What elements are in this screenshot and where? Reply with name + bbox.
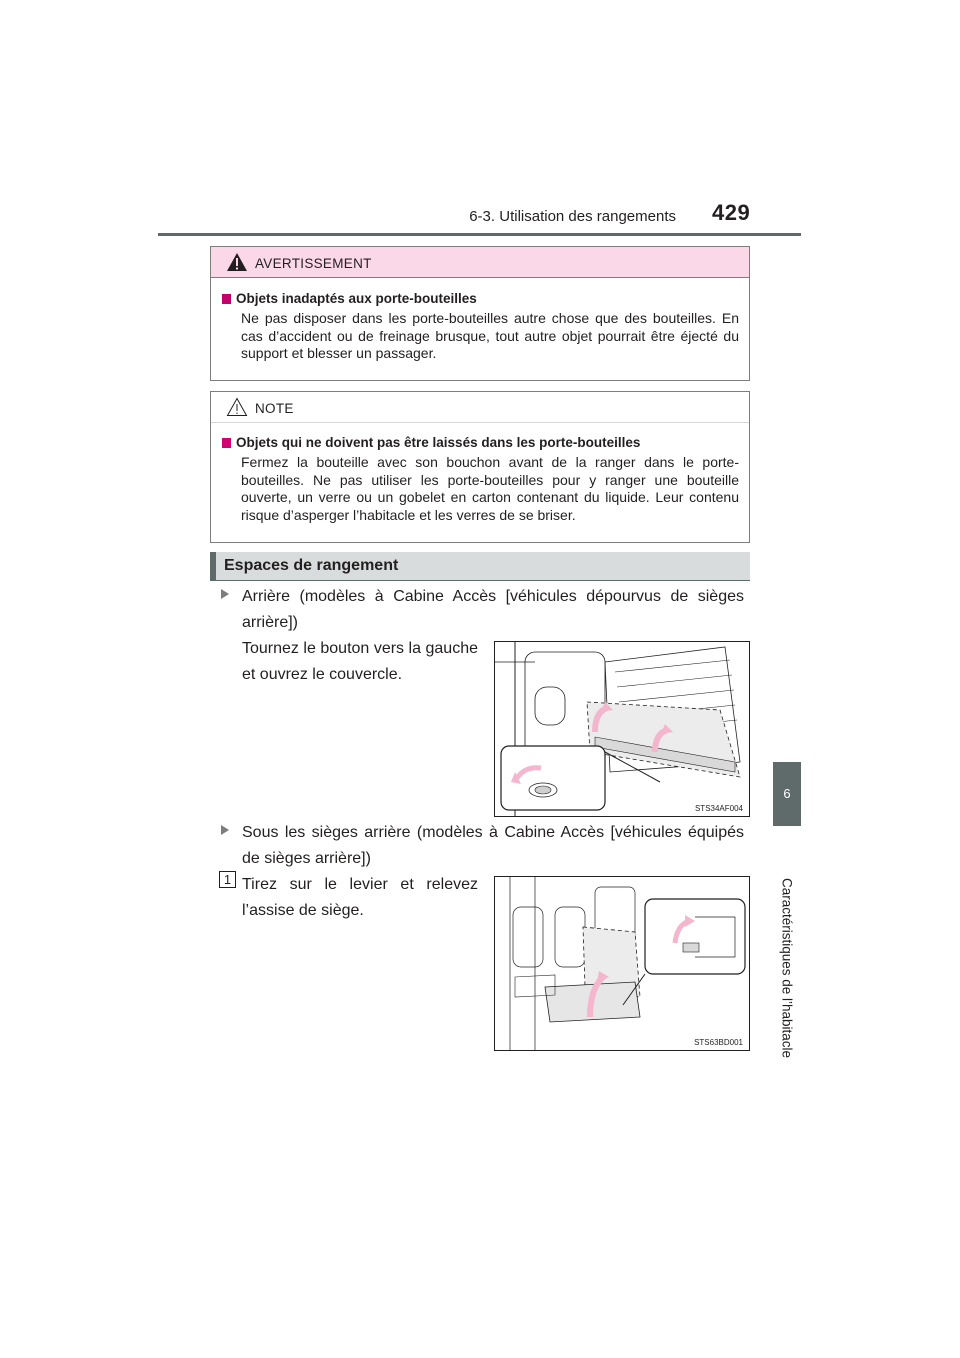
warning-body: Ne pas disposer dans les porte-bouteilles autre chose que des bouteilles. En cas d’accident ou de freinage brusque, tout autre objet pourrait être éjecté du support et blesser un passager.	[241, 310, 739, 361]
bullet-triangle-icon	[220, 824, 230, 836]
instruction-under-seat: Tirez sur le levier et relevez l’assise de siège.	[242, 876, 478, 919]
heading-square-icon	[222, 438, 231, 448]
warning-label: AVERTISSEMENT	[255, 256, 372, 271]
header-rule	[158, 233, 801, 236]
note-header	[211, 392, 749, 423]
section-title-bar	[210, 552, 750, 581]
note-heading: Objets qui ne doivent pas être laissés dans les porte-bouteilles	[222, 435, 640, 450]
caution-triangle-icon	[226, 397, 248, 417]
warning-heading: Objets inadaptés aux porte-bouteilles	[222, 291, 477, 306]
figure-code: STS63BD001	[694, 1038, 743, 1047]
instruction-rear: Tournez le bouton vers la gauche et ouvrez le couvercle.	[242, 640, 478, 683]
step-number-badge: 1	[219, 871, 236, 888]
bullet-item-rear: Arrière (modèles à Cabine Accès [véhicules dépourvus de sièges arrière])	[220, 584, 744, 636]
figure-rear-storage	[494, 641, 750, 817]
page-number: 429	[712, 200, 751, 225]
section-accent	[210, 552, 216, 581]
running-header-title: 6-3. Utilisation des rangements	[469, 208, 676, 225]
note-box	[210, 391, 750, 543]
note-label: NOTE	[255, 401, 294, 416]
under-seat-illustration	[495, 877, 749, 1050]
section-title: Espaces de rangement	[224, 557, 399, 574]
warning-box	[210, 246, 750, 381]
warning-triangle-icon	[226, 252, 248, 272]
bullet-triangle-icon	[220, 588, 230, 600]
bullet-item-under-seat: Sous les sièges arrière (modèles à Cabine Accès [véhicules équipés de sièges arrière])	[220, 820, 744, 872]
figure-code: STS34AF004	[694, 804, 743, 813]
chapter-tab-label-text: Caractéristiques de l’habitacle	[779, 877, 795, 1059]
chapter-tab-number[interactable]: 6	[773, 762, 801, 826]
heading-square-icon	[222, 294, 231, 304]
figure-under-seat-storage	[494, 876, 750, 1051]
note-body: Fermez la bouteille avec son bouchon avant de la ranger dans le porte-bouteilles. Ne pas utiliser les porte-bouteilles pour y ranger une bouteille ouverte, un verre ou un gobelet en carton contenant du liquide. Leur contenu risque d’asperger l’habitacle et les verres de se briser.	[241, 454, 739, 523]
warning-header	[211, 247, 749, 278]
rear-storage-illustration	[495, 642, 749, 816]
